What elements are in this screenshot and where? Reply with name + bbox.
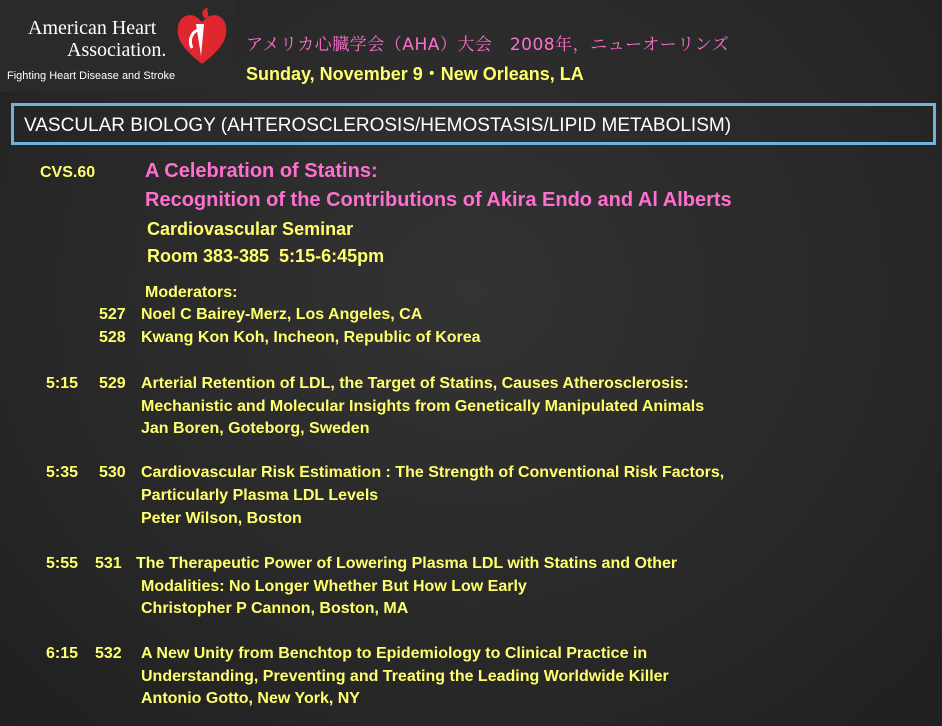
talk-title-line1: Cardiovascular Risk Estimation : The Strength of Conventional Risk Factors, (141, 464, 725, 481)
logo-tagline: Fighting Heart Disease and Stroke (7, 70, 176, 82)
session-code: CVS.60 (40, 164, 96, 181)
talk-number: 532 (95, 645, 122, 662)
session-title-line2: Recognition of the Contributions of Akira Endo and Al Alberts (145, 189, 732, 211)
talk-speaker: Peter Wilson, Boston (141, 510, 302, 527)
talk-title-line1: The Therapeutic Power of Lowering Plasma LDL with Statins and Other (136, 555, 678, 572)
moderators-label: Moderators: (145, 284, 238, 301)
talk-title-line1: A New Unity from Benchtop to Epidemiology to Clinical Practice in (141, 645, 648, 662)
logo-org-line1: American Heart (28, 17, 157, 39)
talk-number: 531 (95, 555, 122, 572)
session-title-line1: A Celebration of Statins: (145, 160, 378, 182)
talk-number: 530 (99, 464, 126, 481)
talk-title-line2: Mechanistic and Molecular Insights from Genetically Manipulated Animals (141, 398, 705, 415)
talk-speaker: Antonio Gotto, New York, NY (141, 690, 360, 707)
moderator-number: 527 (99, 306, 126, 323)
aha-logo (0, 0, 235, 92)
moderator-number: 528 (99, 329, 126, 346)
talk-title-line2: Understanding, Preventing and Treating the Leading Worldwide Killer (141, 668, 669, 685)
logo-org-line2: Association. (67, 39, 167, 61)
talk-title-line2: Particularly Plasma LDL Levels (141, 487, 379, 504)
event-date-location: Sunday, November 9・New Orleans, LA (246, 64, 584, 84)
talk-title-line1: Arterial Retention of LDL, the Target of Statins, Causes Atherosclerosis: (141, 375, 689, 392)
moderator-name: Noel C Bairey-Merz, Los Angeles, CA (141, 306, 423, 323)
talk-time: 5:15 (46, 375, 79, 392)
heart-torch-icon (174, 6, 230, 68)
talk-speaker: Christopher P Cannon, Boston, MA (141, 600, 409, 617)
event-title-japanese: アメリカ心臓学会（AHA）大会 2008年，ニューオーリンズ (246, 35, 730, 55)
track-banner-text: VASCULAR BIOLOGY (AHTEROSCLEROSIS/HEMOSTASIS/LIPID METABOLISM) (24, 115, 732, 136)
track-banner (11, 103, 936, 145)
talk-speaker: Jan Boren, Goteborg, Sweden (141, 420, 370, 437)
talk-time: 6:15 (46, 645, 79, 662)
talk-time: 5:55 (46, 555, 79, 572)
moderator-name: Kwang Kon Koh, Incheon, Republic of Korea (141, 329, 481, 346)
talk-title-line2: Modalities: No Longer Whether But How Low Early (141, 578, 527, 595)
talk-number: 529 (99, 375, 126, 392)
session-type: Cardiovascular Seminar (147, 219, 354, 239)
talk-time: 5:35 (46, 464, 79, 481)
session-room-time: Room 383-385 5:15-6:45pm (147, 246, 385, 266)
